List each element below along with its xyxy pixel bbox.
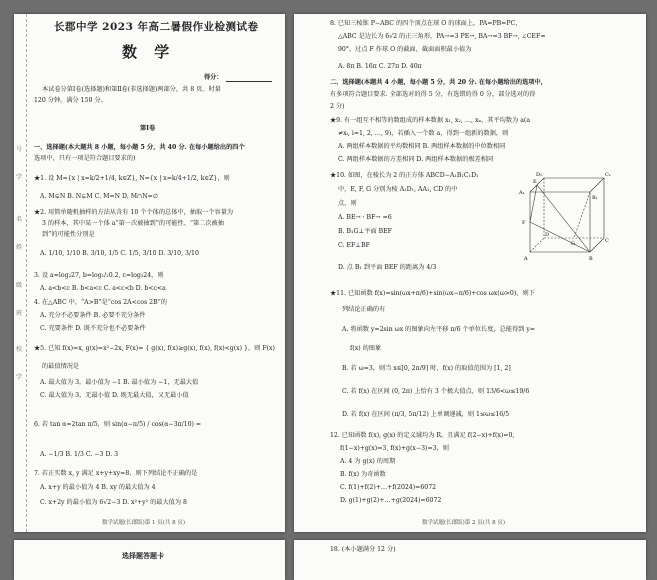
options: A. 1/10, 1/10 B. 3/10, 1/5 C. 1/5, 3/10 D. 3/10, 3/10	[40, 250, 199, 257]
binding-char: 号	[16, 146, 23, 153]
option-b: B. f(x) 为奇函数	[340, 471, 386, 478]
question-10: ★10. 如图，在棱长为 2 的正方体 ABCD−A₁B₁C₁D₁	[330, 172, 479, 179]
question-text: 90°，过点 F 作球 O 的截面，截面面积最小值为	[338, 46, 472, 53]
question-text: ≠xᵢ, i=1, 2, …, 9)，若插入一个数 a，得到一组新的数据，则	[338, 130, 509, 137]
question-text: 点，则	[338, 200, 357, 207]
option-a: A. 将函数 y=2sin ωx 的图象向左平移 π/6 个单位长度，总能得到 y=	[342, 326, 536, 333]
question-9: ★9. 有一组互不相等的数组成的样本数据 x₁, x₂, …, xₙ，其平均数为 a(a	[330, 117, 531, 124]
page-1	[14, 14, 285, 532]
binding-char: 姓	[16, 244, 23, 251]
binding-char: 学	[16, 174, 23, 181]
cube-label: C	[605, 238, 609, 244]
cube-label: D	[545, 232, 550, 238]
question-8: 8. 已知三棱锥 P−ABC 的四个顶点在球 O 的球面上，PA=PB=PC，	[330, 20, 522, 27]
options: A. 充分不必要条件 B. 必要不充分条件	[40, 312, 146, 319]
options: A. −1/3 B. 1/3 C. −3 D. 3	[40, 451, 119, 458]
cube-label: D₁	[536, 172, 543, 178]
page-footer: 数学试题(长郡版)第 2 页(共 8 页)	[422, 520, 506, 526]
section-heading: 有多项符合题目要求. 全部选对的得 5 分，有选错的得 0 分，部分选对的得	[330, 91, 536, 98]
options: C. 两组样本数据的方差相同 D. 两组样本数据的极差相同	[338, 156, 494, 163]
score-field[interactable]	[226, 81, 272, 82]
binding-char: 校	[16, 346, 23, 353]
subject-title: 数 学	[122, 43, 176, 61]
cube-label: E	[533, 179, 537, 185]
question-text: 到”的可能性分别是	[42, 231, 95, 238]
binding-char: 级	[16, 282, 23, 289]
option-b: B. 若 ω=3，则当 x∈[0, 2π/9] 时，f(x) 的取值范围为 [1, 2]	[342, 365, 511, 372]
cube-label: G	[571, 241, 575, 247]
question-text: 中，E, F, G 分别为棱 A₁D₁, AA₁, CD 的中	[338, 186, 458, 193]
answer-sheet-title: 选择题答题卡	[122, 551, 164, 560]
question-6: 6. 若 tan α=2tan π/5，则 sin(α−π/5) / cos(α−3π/10) =	[34, 421, 202, 428]
option-b: B. B₁G⊥平面 BEF	[338, 228, 392, 235]
binding-char: 学	[16, 374, 23, 381]
part-heading: 第Ⅰ卷	[140, 125, 156, 132]
question-4: 4. 在△ABC 中，“A>B”是“cos 2A<cos 2B”的	[34, 299, 167, 306]
question-1: ★1. 设 M={x | x=k/2+1/4, k∈Z}, N={x | x=k/4+1/2, k∈Z}，则	[34, 175, 230, 182]
question-5: ★5. 已知 f(x)=x, g(x)=x²−2x, F(x)= { g(x), f(x)≥g(x), f(x), f(x)<g(x) }，则 F(x)	[34, 345, 275, 352]
options: A. 最大值为 3，最小值为 −1 B. 最小值为 −1，无最大值	[40, 379, 199, 386]
option-c: C. f(1)+f(2)+…+f(2024)=6072	[340, 484, 437, 491]
option-c: C. EF⊥BF	[338, 242, 370, 249]
options: C. x+2y 的最小值为 6√2−3 D. x²+y² 的最大值为 8	[40, 499, 187, 506]
cube-label: B	[589, 256, 593, 262]
question-text: f(1−x)+g(x)=3, f(x)+g(x−3)=3，则	[340, 445, 449, 452]
binding-char: 班	[16, 310, 23, 317]
section-heading: 二、选择题(本题共 4 小题，每小题 5 分，共 20 分. 在每小题给出的选项中，	[330, 79, 547, 86]
question-11: ★11. 已知函数 f(x)=sin(ωx+π/6)+sin(ωx−π/6)+cos ωx(ω>0)，则下	[330, 290, 535, 297]
options: C. 充要条件 D. 既不充分也不必要条件	[40, 325, 146, 332]
options: A. 两组样本数据的平均数相同 B. 两组样本数据的中位数相同	[338, 143, 506, 150]
options: A. a<b<c B. b<a<c C. a<c<b D. b<c<a	[40, 285, 166, 292]
option-a-cont: f(x) 的图象	[350, 345, 382, 352]
page-footer: 数学试题(长郡版)第 1 页(共 8 页)	[102, 520, 186, 526]
question-18: 18. (本小题满分 12 分)	[330, 546, 396, 553]
question-text: △ABC 是边长为 6√2 的正三角形，PA→=3 PE→, BA→=3 BF→, ∠CEF=	[338, 33, 546, 40]
section-heading: 一、选择题(本大题共 8 小题，每小题 5 分，共 40 分. 在每小题给出的四个	[34, 144, 245, 151]
section-heading: 选项中，只有一项是符合题目要求的)	[34, 155, 136, 162]
binding-char: 名	[16, 216, 23, 223]
question-12: 12. 已知函数 f(x), g(x) 的定义域均为 R，且满足 f(2−x)+f(x)=0,	[330, 432, 515, 439]
question-text: 列结论正确的有	[342, 306, 386, 313]
option-a: A. BE→ · BF→ =6	[338, 214, 392, 221]
cube-label: C₁	[605, 172, 611, 178]
page-4	[294, 540, 646, 580]
binding-margin	[14, 14, 27, 532]
options: A. x+y 的最小值为 4 B. xy 的最大值为 4	[40, 484, 156, 491]
page-3	[14, 540, 285, 580]
cube-figure	[516, 172, 612, 264]
cube-label: A	[524, 256, 528, 262]
question-text: 的最值情况是	[42, 363, 80, 370]
option-c: C. 若 f(x) 在区间 (0, 2π) 上恰有 3 个极大值点，则 13/6<ω≤19/6	[342, 388, 530, 395]
intro-line: 120 分钟。满分 150 分。	[34, 97, 107, 104]
section-heading: 2 分)	[330, 103, 345, 110]
option-d: D. 点 B₁ 到平面 BEF 的距离为 4/3	[338, 264, 437, 271]
option-a: A. 4 为 g(x) 的周期	[340, 458, 396, 465]
exam-title: 长郡中学 2023 年高二暑假作业检测试卷	[54, 21, 259, 33]
cube-label: B₁	[592, 195, 598, 201]
question-2: ★2. 用简单随机抽样的方法从含有 10 个个体的总体中，抽取一个容量为	[34, 209, 234, 216]
options: A. 8π B. 16π C. 27π D. 40π	[338, 63, 422, 70]
cube-label: F	[522, 220, 526, 226]
question-7: 7. 若正实数 x, y 满足 x+y+xy=8，则下列结论不正确的是	[34, 470, 198, 477]
score-label: 得分：	[204, 74, 223, 81]
options: C. 最大值为 3，无最小值 D. 既无最大值，又无最小值	[40, 392, 189, 399]
question-text: 3 的样本，其中某一个体 a“第一次被抽到”的可能性、“第二次被抽	[42, 220, 224, 227]
cube-label: A₁	[519, 190, 525, 196]
question-3: 3. 设 a=log₂27, b=log₁/₂0.2, c=log₃24，则	[34, 272, 164, 279]
option-d: D. g(1)+g(2)+…+g(2024)=6072	[340, 497, 442, 504]
page-2	[294, 14, 646, 532]
option-d: D. 若 f(x) 在区间 (π/3, 5π/12) 上单调递减，则 1≤ω≤16/5	[342, 411, 510, 418]
options: A. M⊊N B. N⊊M C. M=N D. M∩N=∅	[40, 193, 159, 200]
intro-line: 本试卷分第Ⅰ卷(选择题)和第Ⅱ卷(非选择题)两部分，共 8 页。时量	[42, 86, 221, 93]
